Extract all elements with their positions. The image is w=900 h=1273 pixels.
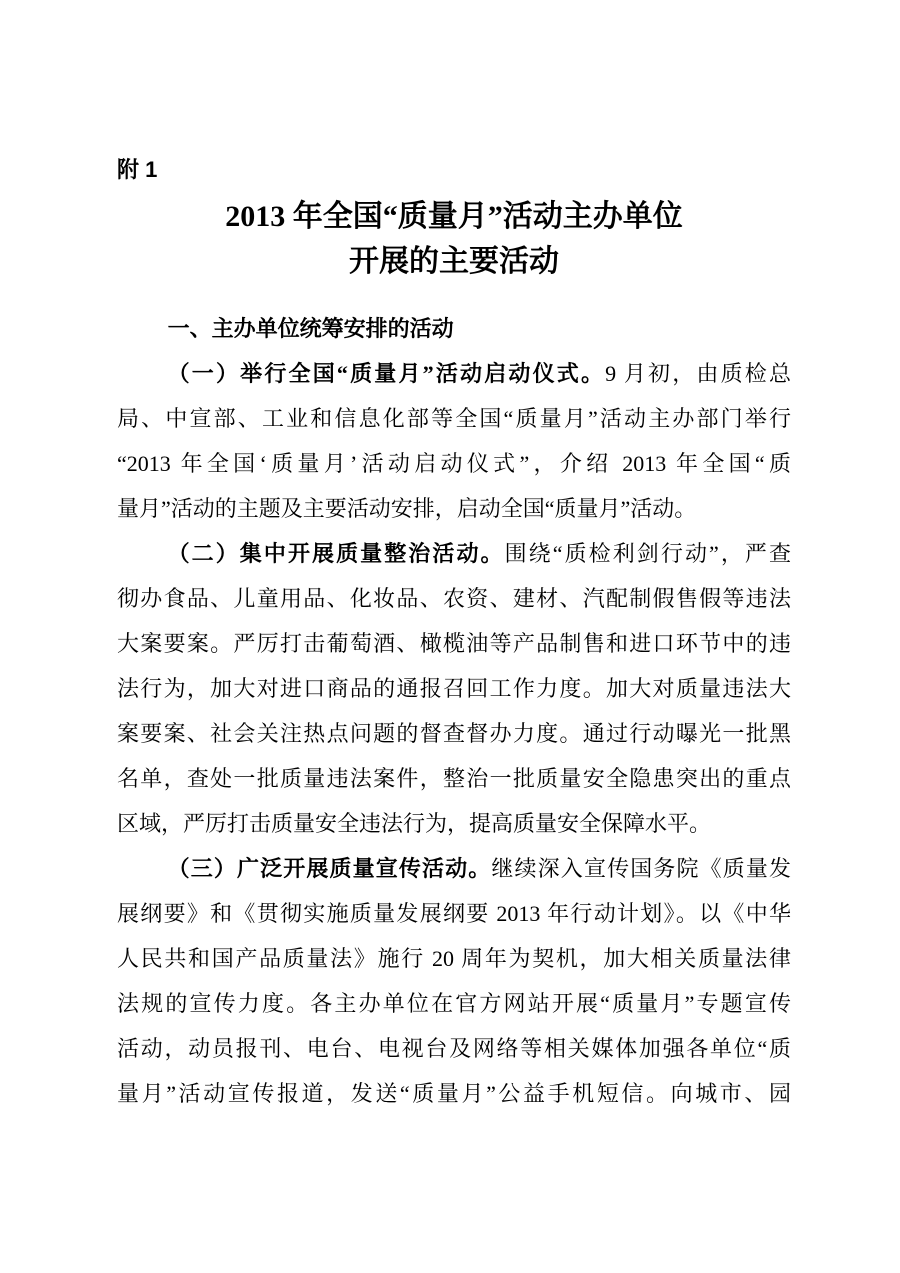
paragraph-text: 继续深入宣传国务院《质量发 (491, 856, 791, 881)
title-line-1: 2013 年全国“质量月”活动主办单位 (225, 200, 683, 233)
body-line (117, 801, 791, 846)
body-line (117, 711, 791, 756)
section-heading (117, 306, 791, 351)
title-line-2: 开展的主要活动 (349, 245, 559, 278)
document-body (117, 306, 791, 1116)
paragraph-text: 区域，严厉打击质量安全违法行为，提高质量安全保障水平。 (117, 811, 712, 836)
body-line (117, 1026, 791, 1071)
document-title (117, 194, 791, 284)
paragraph-lead-text: （二）集中开展质量整治活动。 (167, 541, 505, 566)
paragraph-text: 法规的宣传力度。各主办单位在官方网站开展“质量月”专题宣传 (117, 991, 791, 1016)
body-line (117, 936, 791, 981)
body-line (117, 666, 791, 711)
body-line (117, 621, 791, 666)
paragraph-text: 9 月初，由质检总 (605, 361, 791, 386)
paragraph-text: 展纲要》和《贯彻实施质量发展纲要 2013 年行动计划》。以《中华 (117, 901, 791, 926)
body-line (117, 531, 791, 576)
body-line (117, 756, 791, 801)
body-line (117, 441, 791, 486)
body-line (117, 486, 791, 531)
paragraph-text: 人民共和国产品质量法》施行 20 周年为契机，加大相关质量法律 (117, 946, 791, 971)
document-content (117, 156, 791, 1116)
paragraph-text: 大案要案。严厉打击葡萄酒、橄榄油等产品制售和进口环节中的违 (117, 631, 791, 656)
paragraph-text: 活动，动员报刊、电台、电视台及网络等相关媒体加强各单位“质 (117, 1036, 791, 1061)
paragraph-text: 围绕“质检利剑行动”，严查 (504, 541, 791, 566)
paragraph-text: 量月”活动的主题及主要活动安排，启动全国“质量月”活动。 (117, 496, 697, 521)
attachment-label: 附 1 (117, 157, 158, 182)
body-line (117, 846, 791, 891)
paragraph-lead-text: 一、主办单位统筹安排的活动 (167, 316, 454, 341)
body-line (117, 351, 791, 396)
body-line (117, 981, 791, 1026)
body-line (117, 891, 791, 936)
paragraph-text: “2013 年全国‘质量月’活动启动仪式”，介绍 2013 年全国“质 (117, 451, 791, 476)
body-line (117, 576, 791, 621)
paragraph-text: 案要案、社会关注热点问题的督查督办力度。通过行动曝光一批黑 (117, 721, 791, 746)
paragraph-lead-text: （三）广泛开展质量宣传活动。 (167, 856, 492, 881)
body-line (117, 396, 791, 441)
body-line (117, 1071, 791, 1116)
paragraph-text: 名单，查处一批质量违法案件，整治一批质量安全隐患突出的重点 (117, 766, 791, 791)
paragraph-text: 量月”活动宣传报道，发送“质量月”公益手机短信。向城市、园 (117, 1081, 791, 1106)
paragraph-lead-text: （一）举行全国“质量月”活动启动仪式。 (167, 361, 606, 386)
paragraph-text: 局、中宣部、工业和信息化部等全国“质量月”活动主办部门举行 (117, 406, 791, 431)
paragraph-text: 法行为，加大对进口商品的通报召回工作力度。加大对质量违法大 (117, 676, 791, 701)
paragraph-text: 彻办食品、儿童用品、化妆品、农资、建材、汽配制假售假等违法 (117, 586, 791, 611)
